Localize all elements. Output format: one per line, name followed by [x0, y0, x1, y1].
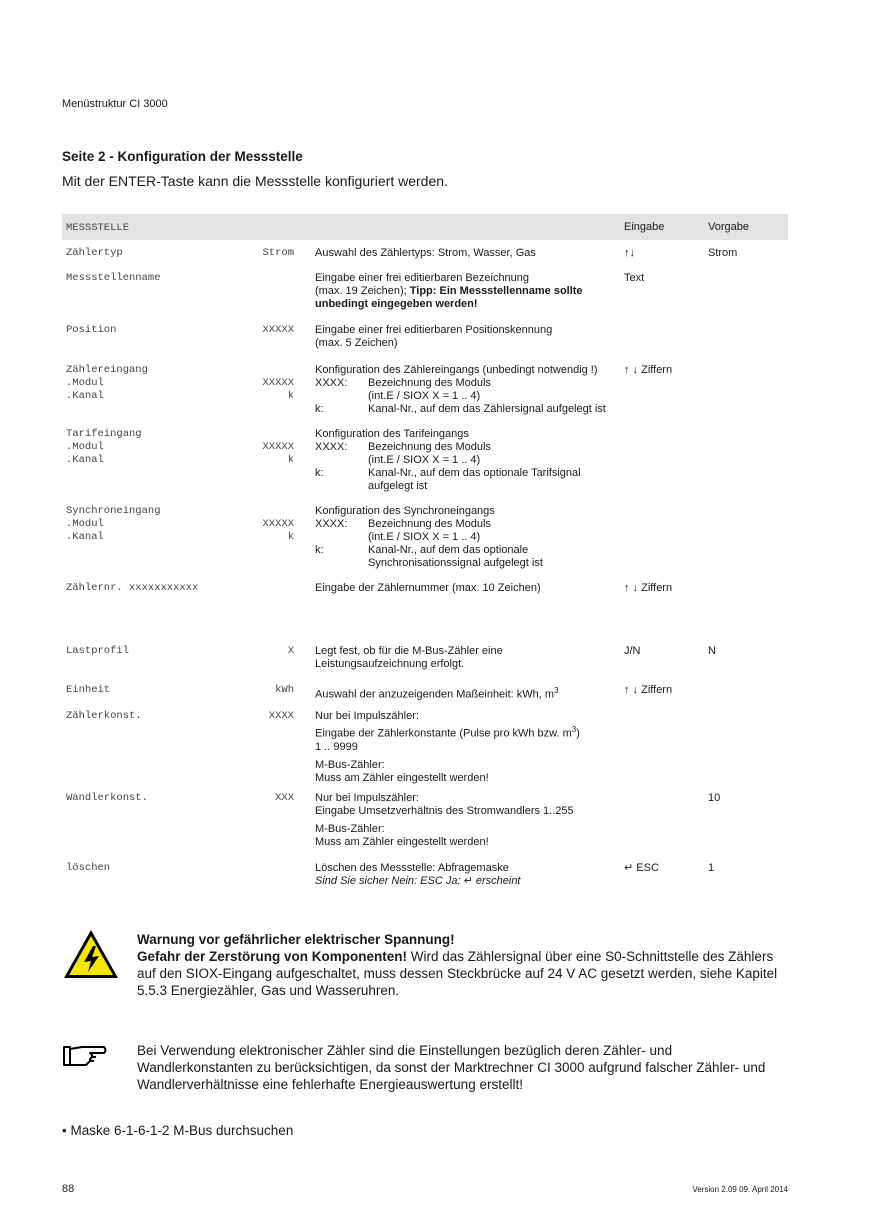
intro-text: Mit der ENTER-Taste kann die Messstelle konfiguriert werden. [62, 173, 448, 189]
param-value: XXXX [268, 710, 294, 722]
column-name: MESSSTELLE [66, 222, 130, 234]
param-description: Nur bei Impulszähler: Eingabe Umsetzverhältnis des Stromwandlers 1..255 M-Bus-Zähler: Muss am Zähler eingestellt werden! [315, 792, 574, 848]
param-description: Konfiguration des Synchroneingangs XXXX: Bezeichnung des Moduls (int.E / SIOX X = 1 .. 4) k: Kanal-Nr., auf dem das optionale Synchronisationssignal aufgelegt ist [315, 505, 543, 569]
param-name: Zählernr. xxxxxxxxxxx [66, 582, 199, 594]
param-name: Position [66, 324, 117, 336]
param-default: Strom [708, 247, 738, 259]
warning-triangle-icon [62, 928, 120, 980]
param-input: ↑ ↓ Ziffern [624, 364, 673, 376]
param-value: XXXXX k [262, 518, 294, 543]
param-name: Wandlerkonst. [66, 792, 148, 804]
param-description: Auswahl der anzuzeigenden Maßeinheit: kWh, $m^3$ [315, 686, 559, 701]
param-description: Legt fest, ob für die M-Bus-Zähler eine Leistungsaufzeichnung erfolgt. [315, 645, 503, 670]
param-name: Tarifeingang .Modul .Kanal [66, 428, 142, 466]
param-value: XXXXX k [262, 377, 294, 402]
param-input: J/N [624, 645, 641, 657]
param-name: Zählerkonst. [66, 710, 142, 722]
param-description: Konfiguration des Zählereingangs (unbedingt notwendig !) XXXX: Bezeichnung des Moduls (int.E / SIOX X = 1 .. 4) k: Kanal-Nr., auf dem das Zählersignal aufgelegt ist [315, 364, 606, 415]
table-header [62, 214, 788, 240]
param-name: Synchroneingang .Modul .Kanal [66, 505, 161, 543]
warning-text: Warnung vor gefährlicher elektrischer Spannung! Gefahr der Zerstörung von Komponenten! Wird das Zählersignal über eine S0-Schnittstelle des Zählers auf den SIOX-Eingang aufgeschaltet, muss dessen Steckbrücke auf 24 V AC gesetzt werden, siehe Kapitel 5.5.3 Energiezähler, Gas und Wasseruhren. [137, 932, 778, 998]
param-default: 1 [708, 862, 715, 874]
param-value: XXX [275, 792, 294, 804]
param-default: 10 [708, 792, 721, 804]
param-input: ↑ ↓ Ziffern [624, 684, 673, 696]
bullet-item: • Maske 6-1-6-1-2 M-Bus durchsuchen [62, 1123, 294, 1138]
param-input: Text [624, 272, 645, 284]
running-header: Menüstruktur CI 3000 [62, 98, 168, 110]
enter-key-icon: ↵ [463, 875, 473, 887]
param-name: Zählertyp [66, 247, 123, 259]
param-input: ↑↓ [624, 247, 635, 259]
param-name: Zählereingang .Modul .Kanal [66, 364, 148, 402]
section-heading: Seite 2 - Konfiguration der Messstelle [62, 149, 303, 164]
param-value: XXXXX [262, 324, 294, 336]
page-number: 88 [62, 1183, 75, 1195]
param-name: löschen [66, 862, 111, 874]
param-description: Eingabe der Zählernummer (max. 10 Zeichen) [315, 582, 541, 594]
param-value: kWh [275, 684, 294, 696]
param-description: Konfiguration des Tarifeingangs XXXX: Bezeichnung des Moduls (int.E / SIOX X = 1 .. 4) k: Kanal-Nr., auf dem das optionale Tarifsignal aufgelegt ist [315, 428, 581, 492]
param-input: ↑ ↓ Ziffern [624, 582, 673, 594]
param-description: Eingabe einer frei editierbaren Bezeichnung (max. 19 Zeichen); Tipp: Ein Messstellenname sollte unbedingt eingegeben werden! [315, 272, 583, 310]
param-name: Einheit [66, 684, 111, 696]
param-input: ↵ ESC [624, 862, 659, 874]
param-default: N [708, 645, 716, 657]
param-name: Messstellenname [66, 272, 161, 284]
note-text: Bei Verwendung elektronischer Zähler sind die Einstellungen bezüglich deren Zähler- und Wandlerkonstanten zu berücksichtigen, da sonst der Marktrechner CI 3000 aufgrund falscher Zähler- und Wandlerverhältnisse eine fehlerhafte Energieauswertung erstellt! [137, 1043, 766, 1092]
column-input: Eingabe [624, 221, 665, 233]
param-value: X [287, 645, 294, 657]
param-value: Strom [262, 247, 294, 259]
param-name: Lastprofil [66, 645, 130, 657]
param-value: XXXXX k [262, 441, 294, 466]
warning-title: Warnung vor gefährlicher elektrischer Spannung! [137, 932, 455, 947]
pointing-hand-icon [62, 1043, 108, 1069]
param-description: Auswahl des Zählertyps: Strom, Wasser, Gas [315, 247, 536, 259]
column-default: Vorgabe [708, 221, 749, 233]
param-description: Löschen des Messstelle: Abfragemaske Sind Sie sicher Nein: ESC Ja: ↵ erscheint [315, 862, 521, 887]
version-info: Version 2.09 09. April 2014 [692, 1185, 788, 1194]
param-description: Nur bei Impulszähler: Eingabe der Zählerkonstante (Pulse pro kWh bzw. $m^3$) 1 .. 9999 M-Bus-Zähler: Muss am Zähler eingestellt werden! [315, 710, 580, 784]
param-description: Eingabe einer frei editierbaren Positionskennung (max. 5 Zeichen) [315, 324, 553, 349]
